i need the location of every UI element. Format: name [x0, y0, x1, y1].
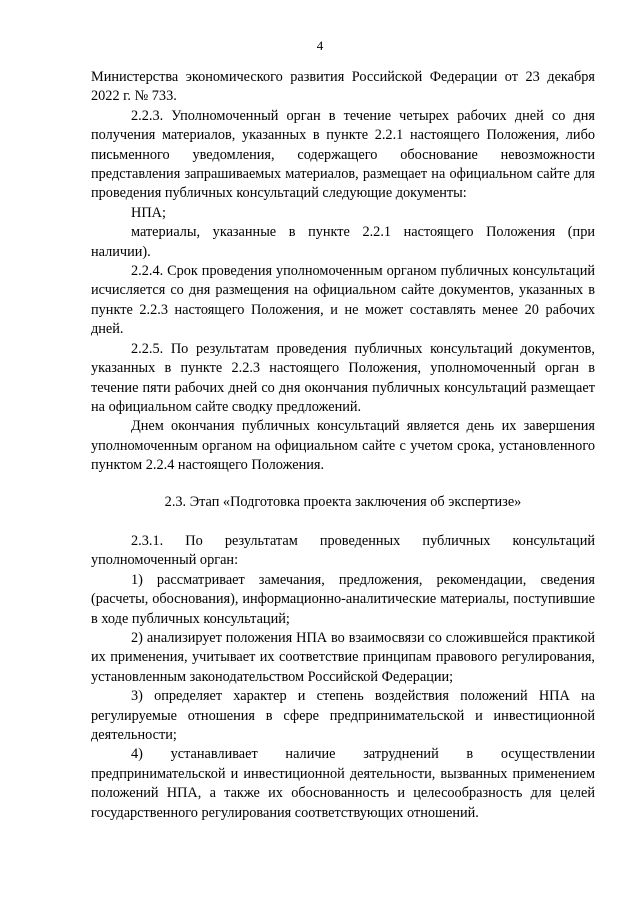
list-item-1: 1) рассматривает замечания, предложения, рекомендации, сведения (расчеты, обоснования), информационно-аналитические материалы, поступившие в ходе публичных консультаций; [91, 571, 595, 627]
paragraph-2-2-5: 2.2.5. По результатам проведения публичных консультаций документов, указанных в пункте 2.2.3 настоящего Положения, уполномоченный орган в течение пяти рабочих дней со дня окончания публичных консультаций размещает на официальном сайте сводку предложений. [91, 340, 595, 415]
list-item-4: 4) устанавливает наличие затруднений в осуществлении предпринимательской и инвестиционной деятельности, вызванных применением положений НПА, а также их обоснованность и целесообразность для целей государственного регулирования соответствующих отношений. [91, 746, 595, 821]
paragraph-consultation-end: Днем окончания публичных консультаций является день их завершения уполномоченным органом на официальном сайте с учетом срока, установленного пунктом 2.2.4 настоящего Положения. [91, 418, 595, 474]
paragraph-2-3-1: 2.3.1. По результатам проведенных публичных консультаций уполномоченный орган: [91, 532, 595, 569]
paragraph-npa-item: НПА; [131, 204, 166, 221]
paragraph-2-2-3: 2.2.3. Уполномоченный орган в течение четырех рабочих дней со дня получения материалов, указанных в пункте 2.2.1 настоящего Положения, либо письменного уведомления, содержащего обоснование невозможности представления запрашиваемых материалов, размещает на официальном сайте для проведения публичных консультаций следующие документы: [91, 107, 595, 202]
page-number: 4 [316, 38, 324, 53]
section-heading-2-3: 2.3. Этап «Подготовка проекта заключения об экспертизе» [164, 493, 522, 510]
paragraph-2-2-4: 2.2.4. Срок проведения уполномоченным органом публичных консультаций исчисляется со дня размещения на официальном сайте документов, указанных в пункте 2.2.3 настоящего Положения, и не может составлять менее 20 рабочих дней. [91, 263, 595, 338]
document-body [91, 68, 595, 823]
list-item-3: 3) определяет характер и степень воздействия положений НПА на регулируемые отношения в сфере предпринимательской и инвестиционной деятельности; [91, 688, 595, 743]
paragraph-continuation: Министерства экономического развития Российской Федерации от 23 декабря 2022 г. № 733. [91, 69, 595, 105]
paragraph-materials-item: материалы, указанные в пункте 2.2.1 настоящего Положения (при наличии). [91, 224, 595, 260]
list-item-2: 2) анализирует положения НПА во взаимосвязи со сложившейся практикой их применения, учитывает их соответствие принципам правового регулирования, установленным законодательством Российской Федерации; [91, 629, 595, 685]
